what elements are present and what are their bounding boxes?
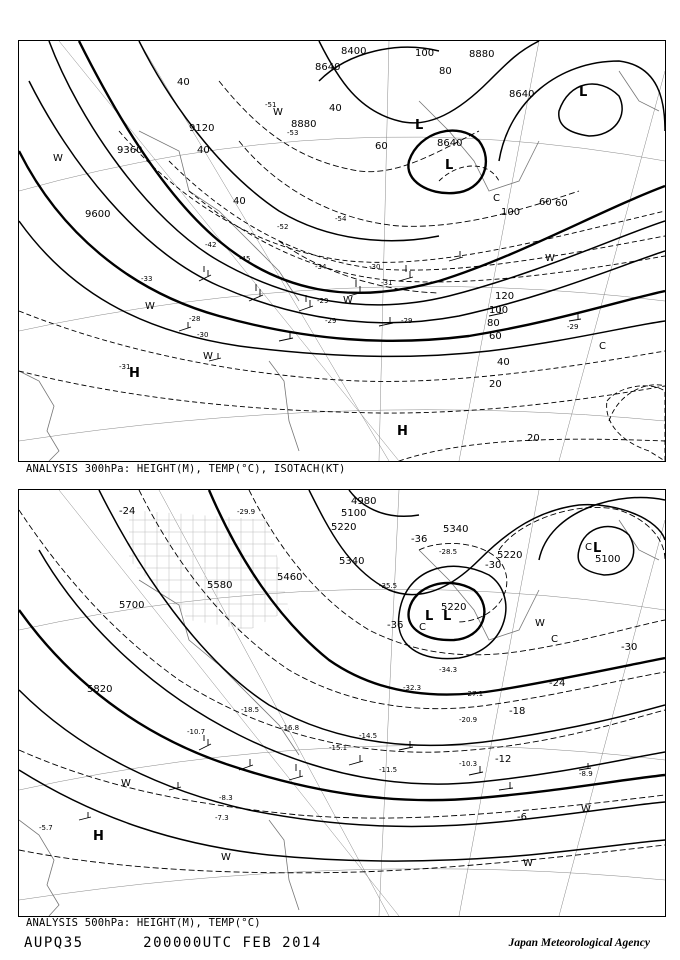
isotach-label: 120 <box>495 291 515 302</box>
low-center: L <box>443 609 452 624</box>
cold-letter: C <box>419 622 426 633</box>
temp-label: -36 <box>411 534 428 545</box>
temp-label: -31 <box>119 363 131 371</box>
height-label: 9360 <box>117 145 143 156</box>
warm-letter: W <box>145 301 155 312</box>
temp-label: -30 <box>485 560 502 571</box>
isotach-label: 40 <box>329 103 342 114</box>
chart-300hpa <box>18 40 666 462</box>
graticule <box>19 490 665 916</box>
product-header <box>24 935 322 951</box>
temp-label: -24 <box>119 506 136 517</box>
isotach-label: 20 <box>489 379 502 390</box>
height-label: 5580 <box>207 580 233 591</box>
data-label: -34.3 <box>439 666 458 674</box>
temp-label: -45 <box>239 255 251 263</box>
data-label: -27.1 <box>465 690 484 698</box>
temp-label: -34 <box>315 263 327 271</box>
temp-label: -24 <box>549 678 566 689</box>
height-label: 8640 <box>437 138 463 149</box>
temp-label: -52 <box>277 223 289 231</box>
high-center: H <box>397 424 408 439</box>
data-label: -20.9 <box>459 716 478 724</box>
data-label: -14.5 <box>359 732 378 740</box>
temp-label: -29 <box>401 317 413 325</box>
temp-label: -33 <box>141 275 153 283</box>
height-label: 5820 <box>87 684 113 695</box>
data-label: -10.3 <box>459 760 478 768</box>
isotach-label: 80 <box>439 66 452 77</box>
height-label: 8640 <box>315 62 341 73</box>
height-label: 5700 <box>119 600 145 611</box>
data-label: -8.3 <box>219 794 233 802</box>
caption-300hpa: ANALYSIS 300hPa: HEIGHT(M), TEMP(°C), ISOTACH(KT) <box>26 463 346 475</box>
height-label: 9120 <box>189 123 215 134</box>
height-label: 8880 <box>291 119 317 130</box>
data-label: -11.5 <box>379 766 398 774</box>
height-label: 5220 <box>331 522 357 533</box>
isotach-label: 100 <box>489 305 509 316</box>
isotach-label: 40 <box>197 145 210 156</box>
temp-label: -54 <box>335 215 347 223</box>
terrain-hatch <box>129 510 289 630</box>
agency-name: Japan Meteorological Agency <box>508 937 650 949</box>
temp-label: -30 <box>621 642 638 653</box>
warm-letter: W <box>203 351 213 362</box>
warm-letter: W <box>535 618 545 629</box>
temp-label: -6 <box>517 812 527 823</box>
chart-300hpa-map <box>19 41 665 461</box>
temp-label: -18 <box>509 706 526 717</box>
isotach-label: 40 <box>497 357 510 368</box>
isotach-label: 100 <box>415 48 435 59</box>
isotach-label: 60 <box>375 141 388 152</box>
high-center: H <box>129 366 140 381</box>
warm-letter: W <box>545 253 555 264</box>
temp-label: -29 <box>317 297 329 305</box>
temp-label: -51 <box>265 101 277 109</box>
cold-letter: C <box>599 341 606 352</box>
warm-letter: W <box>53 153 63 164</box>
high-center: H <box>93 829 104 844</box>
warm-letter: W <box>121 778 131 789</box>
warm-letter: W <box>273 107 283 118</box>
warm-letter: W <box>221 852 231 863</box>
low-center: L <box>445 158 454 173</box>
isotach-label: 60 <box>489 331 502 342</box>
temp-label: -29 <box>325 317 337 325</box>
data-label: -16.8 <box>281 724 300 732</box>
height-label: 9600 <box>85 209 111 220</box>
cold-letter: C <box>585 542 592 553</box>
data-label: -28.5 <box>439 548 458 556</box>
product-code: AUPQ35 <box>24 935 84 951</box>
cold-letter: C <box>551 634 558 645</box>
cold-letter: C <box>493 193 500 204</box>
temp-label: -30 <box>197 331 209 339</box>
data-label: -18.5 <box>241 706 260 714</box>
height-label: 5100 <box>595 554 621 565</box>
data-label: -8.9 <box>579 770 593 778</box>
temp-label: -36 <box>387 620 404 631</box>
caption-500hpa: ANALYSIS 500hPa: HEIGHT(M), TEMP(°C) <box>26 917 261 929</box>
data-label: -32.3 <box>403 684 422 692</box>
low-center: L <box>425 609 434 624</box>
height-label: 5460 <box>277 572 303 583</box>
height-contours <box>19 41 665 356</box>
height-label: 5340 <box>339 556 365 567</box>
isotach-label: 40 <box>177 77 190 88</box>
height-label: 8400 <box>341 46 367 57</box>
height-label: 8640 <box>509 89 535 100</box>
height-label: 8880 <box>469 49 495 60</box>
data-label: -10.7 <box>187 728 206 736</box>
low-center: L <box>415 118 424 133</box>
height-contours <box>19 490 665 861</box>
data-label: -35.5 <box>379 582 398 590</box>
temp-label: -12 <box>495 754 512 765</box>
temp-label: -29 <box>567 323 579 331</box>
valid-time: 200000UTC FEB 2014 <box>143 935 322 951</box>
warm-letter: W <box>523 858 533 869</box>
data-label: -7.3 <box>215 814 229 822</box>
low-center: L <box>593 541 602 556</box>
low-center: L <box>579 85 588 100</box>
isotachs <box>19 131 665 461</box>
chart-500hpa-map <box>19 490 665 916</box>
isotach-label: 100 <box>501 207 521 218</box>
warm-letter: W <box>581 804 591 815</box>
isotach-label: 60 <box>539 197 552 208</box>
height-label: 5220 <box>441 602 467 613</box>
data-label: -15.1 <box>329 744 348 752</box>
temp-label: -31 <box>381 279 393 287</box>
height-label: 5220 <box>497 550 523 561</box>
chart-500hpa <box>18 489 666 917</box>
warm-letter: W <box>343 295 353 306</box>
temp-label: -30 <box>369 263 381 271</box>
data-label: -29.9 <box>237 508 256 516</box>
isotach-label: 20 <box>527 433 540 444</box>
height-label: 4980 <box>351 496 377 507</box>
isotach-label: 60 <box>555 198 568 209</box>
data-label: -5.7 <box>39 824 53 832</box>
temp-label: -53 <box>287 129 299 137</box>
height-label: 5100 <box>341 508 367 519</box>
height-label: 5340 <box>443 524 469 535</box>
isotach-label: 40 <box>233 196 246 207</box>
graticule <box>19 41 665 461</box>
temp-label: -28 <box>189 315 201 323</box>
isotach-label: 80 <box>487 318 500 329</box>
temp-label: -42 <box>205 241 217 249</box>
